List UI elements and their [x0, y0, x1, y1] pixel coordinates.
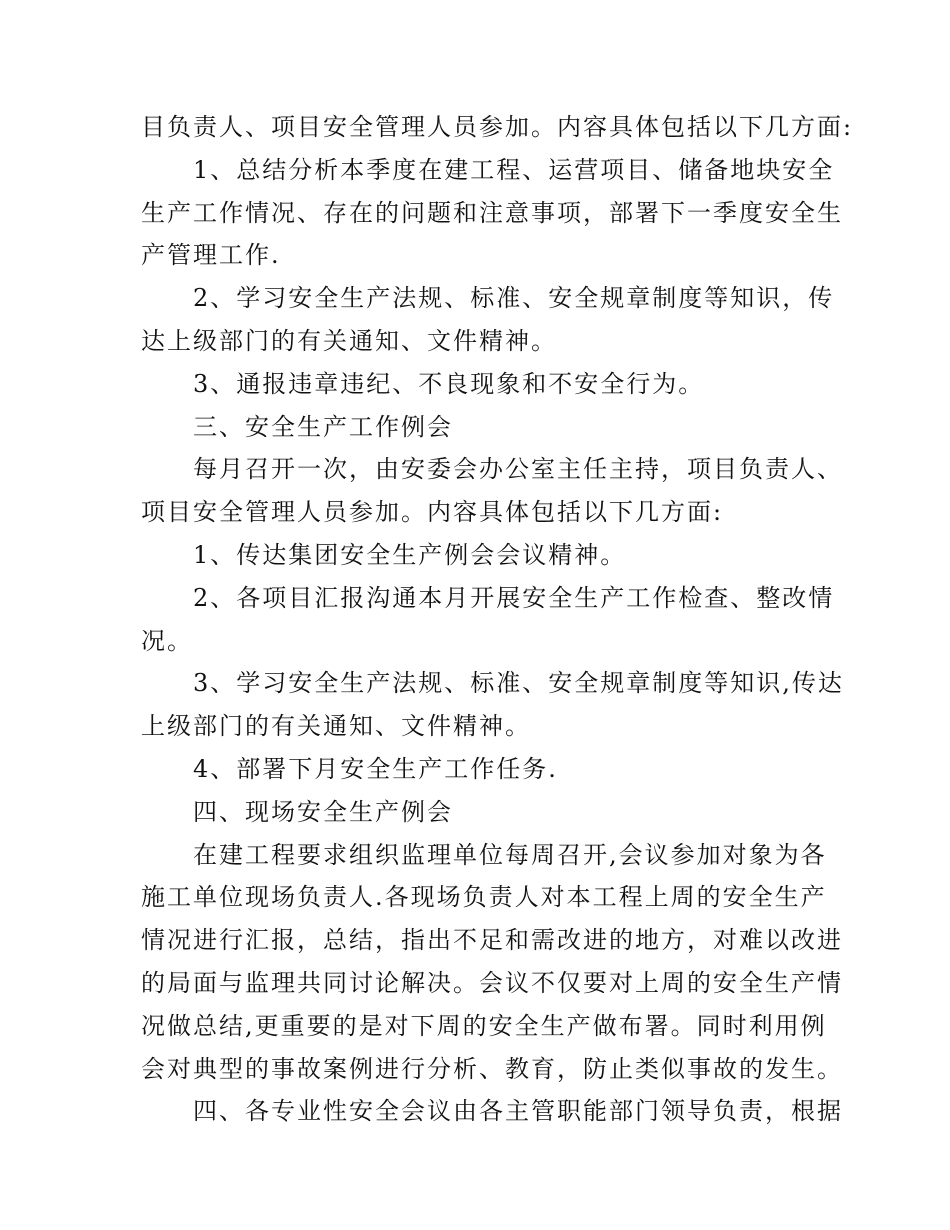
text-line: 况。: [141, 626, 193, 655]
text-line: 3、学习安全生产法规、标准、安全规章制度等知识,传达: [193, 669, 844, 698]
text-line: 达上级部门的有关通知、文件精神。: [141, 326, 557, 355]
text-line: 情况进行汇报，总结，指出不足和需改进的地方，对难以改进: [141, 926, 843, 955]
text-line: 2、学习安全生产法规、标准、安全规章制度等知识，传: [193, 284, 835, 313]
section-heading: 三、安全生产工作例会: [193, 412, 453, 441]
text-line: 况做总结,更重要的是对下周的安全生产做布署。同时利用例: [141, 1011, 827, 1040]
text-line: 每月召开一次，由安委会办公室主任主持，项目负责人、: [193, 455, 843, 484]
text-line: 4、部署下月安全生产工作任务.: [193, 754, 558, 783]
text-line: 的局面与监理共同讨论解决。会议不仅要对上周的安全生产情: [141, 968, 843, 997]
text-line: 施工单位现场负责人.各现场负责人对本工程上周的安全生产: [141, 883, 827, 912]
section-heading: 四、各专业性安全会议由各主管职能部门领导负责，根据: [193, 1097, 843, 1126]
text-line: 产管理工作.: [141, 241, 281, 270]
text-line: 1、总结分析本季度在建工程、运营项目、储备地块安全: [193, 155, 835, 184]
text-line: 目负责人、项目安全管理人员参加。内容具体包括以下几方面:: [141, 113, 854, 141]
text-line: 3、通报违章违纪、不良现象和不安全行为。: [193, 369, 705, 398]
section-heading: 四、现场安全生产例会: [193, 797, 453, 826]
text-line: 会对典型的事故案例进行分析、教育，防止类似事故的发生。: [141, 1054, 843, 1083]
text-line: 项目安全管理人员参加。内容具体包括以下几方面:: [141, 498, 724, 527]
document-body: [141, 106, 854, 1133]
text-line: 在建工程要求组织监理单位每周召开,会议参加对象为各: [193, 840, 827, 869]
text-line: 2、各项目汇报沟通本月开展安全生产工作检查、整改情: [193, 583, 835, 612]
text-line: 上级部门的有关通知、文件精神。: [141, 712, 531, 741]
text-line: 生产工作情况、存在的问题和注意事项，部署下一季度安全生: [141, 198, 843, 227]
text-line: 1、传达集团安全生产例会会议精神。: [193, 540, 627, 569]
